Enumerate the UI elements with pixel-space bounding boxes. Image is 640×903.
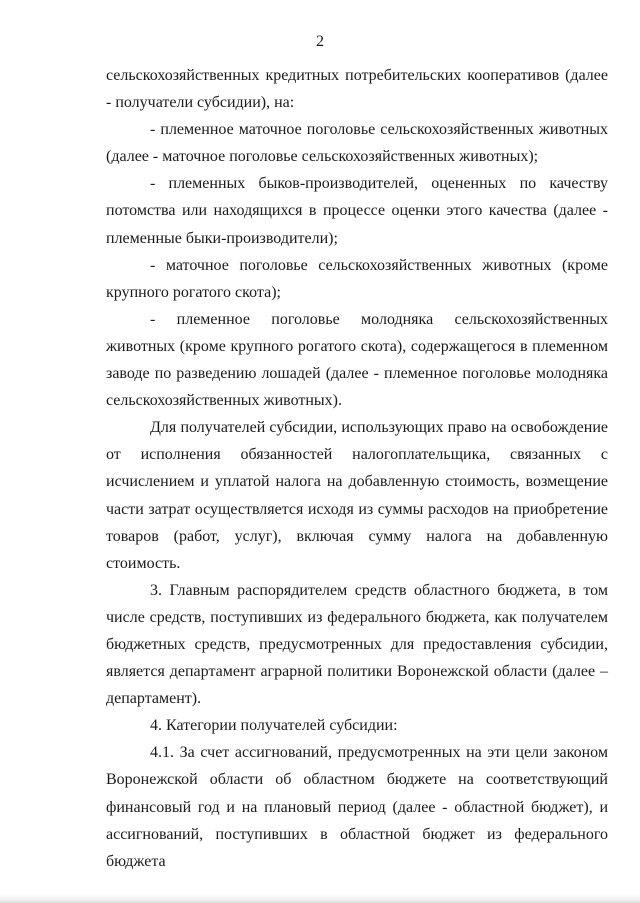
paragraph-3-main-administrator: 3. Главным распорядителем средств областного бюджета, в том числе средств, поступивших из федерального бюджета, как получателем бюджетных средств, предусмотренных для предоставления субсидии, является департамент аграрной политики Воронежской области (далее – департамент). bbox=[106, 581, 608, 708]
paragraph-vat-exemption: Для получателей субсидии, использующих право на освобождение от исполнения обязанностей налогоплательщика, связанных с исчислением и уплатой налога на добавленную стоимость, возмещение части затрат осуществляется исходя из суммы расходов на приобретение товаров (работ, услуг), включая сумму налога на добавленную стоимость. bbox=[106, 419, 608, 572]
page-bottom-edge bbox=[0, 894, 640, 903]
paragraph-4-1-allocations: 4.1. За счет ассигнований, предусмотренных на эти цели законом Воронежской области об областном бюджете на соответствующий финансовый год и на плановый период (далее - областной бюджет), и ассигнований, поступивших в областной бюджет из федерального бюджета bbox=[106, 744, 608, 870]
paragraph-young-livestock-horses: - племенное поголовье молодняка сельскохозяйственных животных (кроме крупного рогатого скота), содержащегося в племенном заводе по разведению лошадей (далее - племенное поголовье молодняка сельскохозяйственных животных). bbox=[106, 310, 608, 410]
paragraph-breeding-livestock: - племенное маточное поголовье сельскохозяйственных животных (далее - маточное поголовье сельскохозяйственных животных); bbox=[106, 121, 608, 166]
paragraph-breeding-bulls: - племенных быков-производителей, оцененных по качеству потомства или находящихся в процессе оценки этого качества (далее - племенные быки-производители); bbox=[106, 175, 608, 247]
paragraph-breeding-livestock-except-cattle: - маточное поголовье сельскохозяйственных животных (кроме крупного рогатого скота); bbox=[106, 256, 608, 301]
paragraph-cooperatives-continuation: сельскохозяйственных кредитных потребительских кооперативов (далее - получатели субсидии), на: bbox=[106, 67, 608, 112]
paragraph-4-heading: 4. Категории получателей субсидии: bbox=[150, 717, 398, 735]
document-body bbox=[106, 62, 608, 875]
page-number: 2 bbox=[316, 33, 324, 50]
